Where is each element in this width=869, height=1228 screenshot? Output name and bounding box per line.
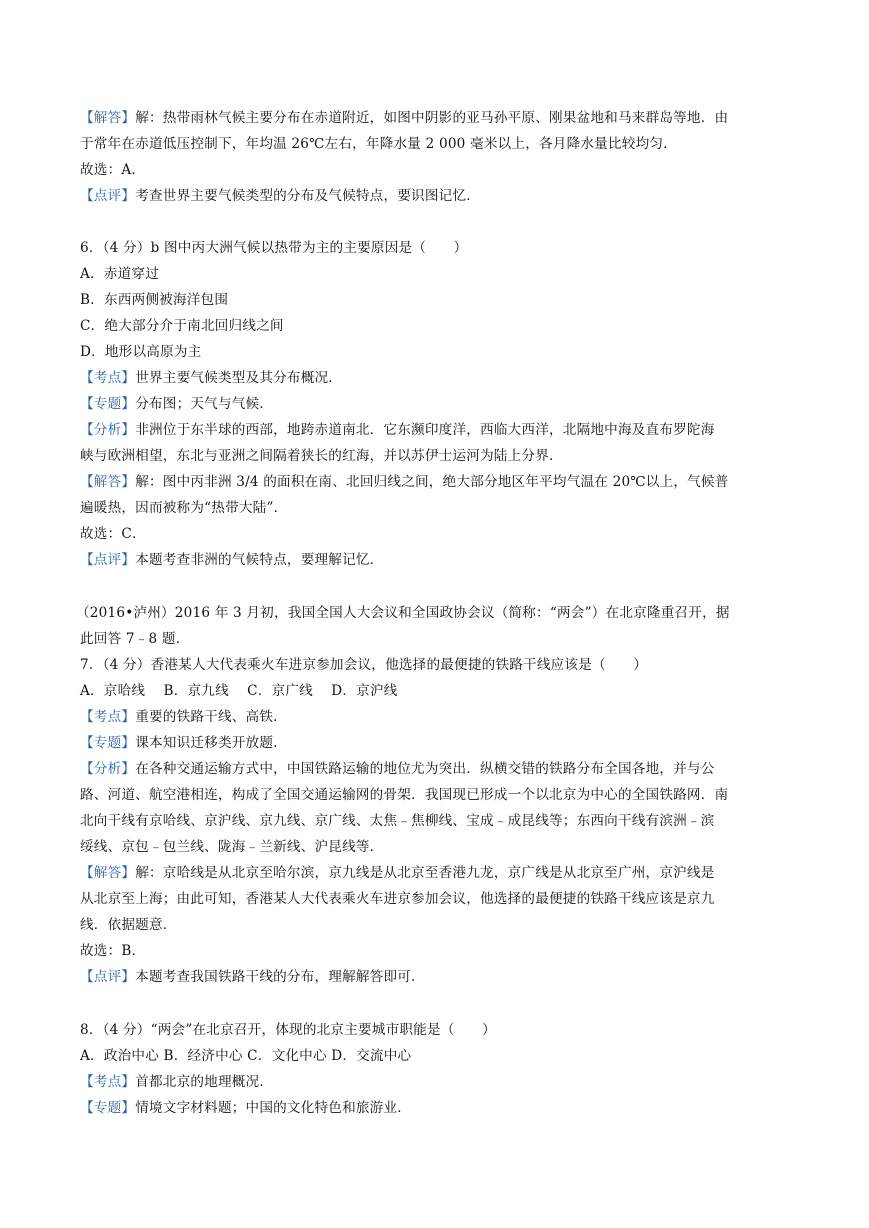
answer-line bbox=[80, 108, 728, 128]
point-tag: 【考点】 bbox=[80, 370, 136, 386]
review-line bbox=[80, 550, 383, 570]
answer-text: 解：京哈线是从北京至哈尔滨，京九线是从北京至香港九龙，京广线是从北京至广州，京沪线是 bbox=[135, 865, 715, 881]
review-tag: 【点评】 bbox=[80, 188, 136, 204]
review-tag: 【点评】 bbox=[80, 552, 136, 568]
topic-text: 分布图；天气与气候． bbox=[135, 396, 274, 412]
topic-text: 课本知识迁移类开放题． bbox=[135, 735, 287, 751]
q6-option-d: D．地形以高原为主 bbox=[80, 344, 202, 360]
topic-tag: 【专题】 bbox=[80, 735, 136, 751]
answer-text: 解：图中丙非洲 3/4 的面积在南、北回归线之间，绝大部分地区年平均气温在 20℃以上，气候普 bbox=[135, 474, 729, 490]
review-text: 考查世界主要气候类型的分布及气候特点，要识图记忆． bbox=[135, 188, 481, 204]
analysis-tag: 【分析】 bbox=[80, 761, 136, 777]
review-line bbox=[80, 967, 425, 987]
answer-text: 解：热带雨林气候主要分布在赤道附近，如图中阴影的亚马孙平原、刚果盆地和马来群岛等地．由 bbox=[135, 110, 729, 126]
analysis-line: 路、河道、航空港相连，构成了全国交通运输网的骨架．我国现已形成一个以北京为中心的全国铁路网．南 bbox=[80, 787, 729, 803]
answer-line: 遍暖热，因而被称为“热带大陆”． bbox=[80, 500, 288, 516]
choice-line: 故选：C． bbox=[80, 526, 146, 542]
q6-option-a: A．赤道穿过 bbox=[80, 266, 159, 282]
choice-line: 故选：B． bbox=[80, 943, 146, 959]
topic-tag: 【专题】 bbox=[80, 1100, 136, 1116]
answer-tag: 【解答】 bbox=[80, 865, 136, 881]
answer-tag: 【解答】 bbox=[80, 110, 136, 126]
answer-tag: 【解答】 bbox=[80, 474, 136, 490]
point-text: 世界主要气候类型及其分布概况． bbox=[135, 370, 343, 386]
question-8-stem: 8．（4 分）“两会”在北京召开，体现的北京主要城市职能是（ ） bbox=[80, 1022, 496, 1038]
point-line bbox=[80, 1072, 273, 1092]
analysis-text: 非洲位于东半球的西部，地跨赤道南北．它东濒印度洋，西临大西洋，北隔地中海及直布罗陀海 bbox=[135, 422, 715, 438]
topic-line bbox=[80, 394, 273, 414]
question-7-stem: 7．（4 分）香港某人大代表乘火车进京参加会议，他选择的最便捷的铁路干线应该是（ ） bbox=[80, 657, 648, 673]
intro-line: 此回答 7﹣8 题． bbox=[80, 631, 190, 647]
topic-tag: 【专题】 bbox=[80, 396, 136, 412]
review-tag: 【点评】 bbox=[80, 969, 136, 985]
point-line bbox=[80, 707, 287, 727]
analysis-line: 北向干线有京哈线、京沪线、京九线、京广线、太焦﹣焦柳线、宝成﹣成昆线等；东西向干线有滨洲﹣滨 bbox=[80, 813, 715, 829]
answer-line bbox=[80, 472, 729, 492]
answer-line: 线．依据题意． bbox=[80, 917, 177, 933]
q8-options: A．政治中心 B．经济中心 C．文化中心 D．交流中心 bbox=[80, 1048, 412, 1064]
point-tag: 【考点】 bbox=[80, 1074, 136, 1090]
analysis-line: 绥线、京包﹣包兰线、陇海﹣兰新线、沪昆线等． bbox=[80, 839, 384, 855]
choice-line: 故选：A． bbox=[80, 162, 146, 178]
topic-line bbox=[80, 1098, 411, 1118]
answer-line bbox=[80, 863, 715, 883]
review-text: 本题考查非洲的气候特点，要理解记忆． bbox=[135, 552, 384, 568]
q6-option-c: C．绝大部分介于南北回归线之间 bbox=[80, 318, 284, 334]
analysis-line: 峡与欧洲相望，东北与亚洲之间隔着狭长的红海，并以苏伊士运河为陆上分界． bbox=[80, 448, 563, 464]
review-text: 本题考查我国铁路干线的分布，理解解答即可． bbox=[135, 969, 425, 985]
analysis-line bbox=[80, 420, 715, 440]
point-text: 重要的铁路干线、高铁． bbox=[135, 709, 287, 725]
point-line bbox=[80, 368, 342, 388]
review-line bbox=[80, 186, 480, 206]
q6-option-b: B．东西两侧被海洋包围 bbox=[80, 292, 229, 308]
analysis-tag: 【分析】 bbox=[80, 422, 136, 438]
topic-text: 情境文字材料题；中国的文化特色和旅游业． bbox=[135, 1100, 412, 1116]
topic-line bbox=[80, 733, 287, 753]
point-text: 首都北京的地理概况． bbox=[135, 1074, 274, 1090]
analysis-text: 在各种交通运输方式中，中国铁路运输的地位尤为突出．纵横交错的铁路分布全国各地，并与公 bbox=[135, 761, 715, 777]
intro-line: （2016•泸州）2016 年 3 月初，我国全国人大会议和全国政协会议（简称：“两会”）在北京隆重召开，据 bbox=[76, 605, 730, 621]
question-6-stem: 6．（4 分）b 图中丙大洲气候以热带为主的主要原因是（ ） bbox=[80, 240, 468, 256]
point-tag: 【考点】 bbox=[80, 709, 136, 725]
answer-line: 于常年在赤道低压控制下，年均温 26℃左右，年降水量 2 000 毫米以上，各月降水量比较均匀． bbox=[80, 136, 677, 152]
analysis-line bbox=[80, 759, 715, 779]
q7-options: A．京哈线 B．京九线 C．京广线 D．京沪线 bbox=[80, 683, 398, 699]
answer-line: 从北京至上海；由此可知，香港某人大代表乘火车进京参加会议，他选择的最便捷的铁路干线应该是京九 bbox=[80, 891, 715, 907]
